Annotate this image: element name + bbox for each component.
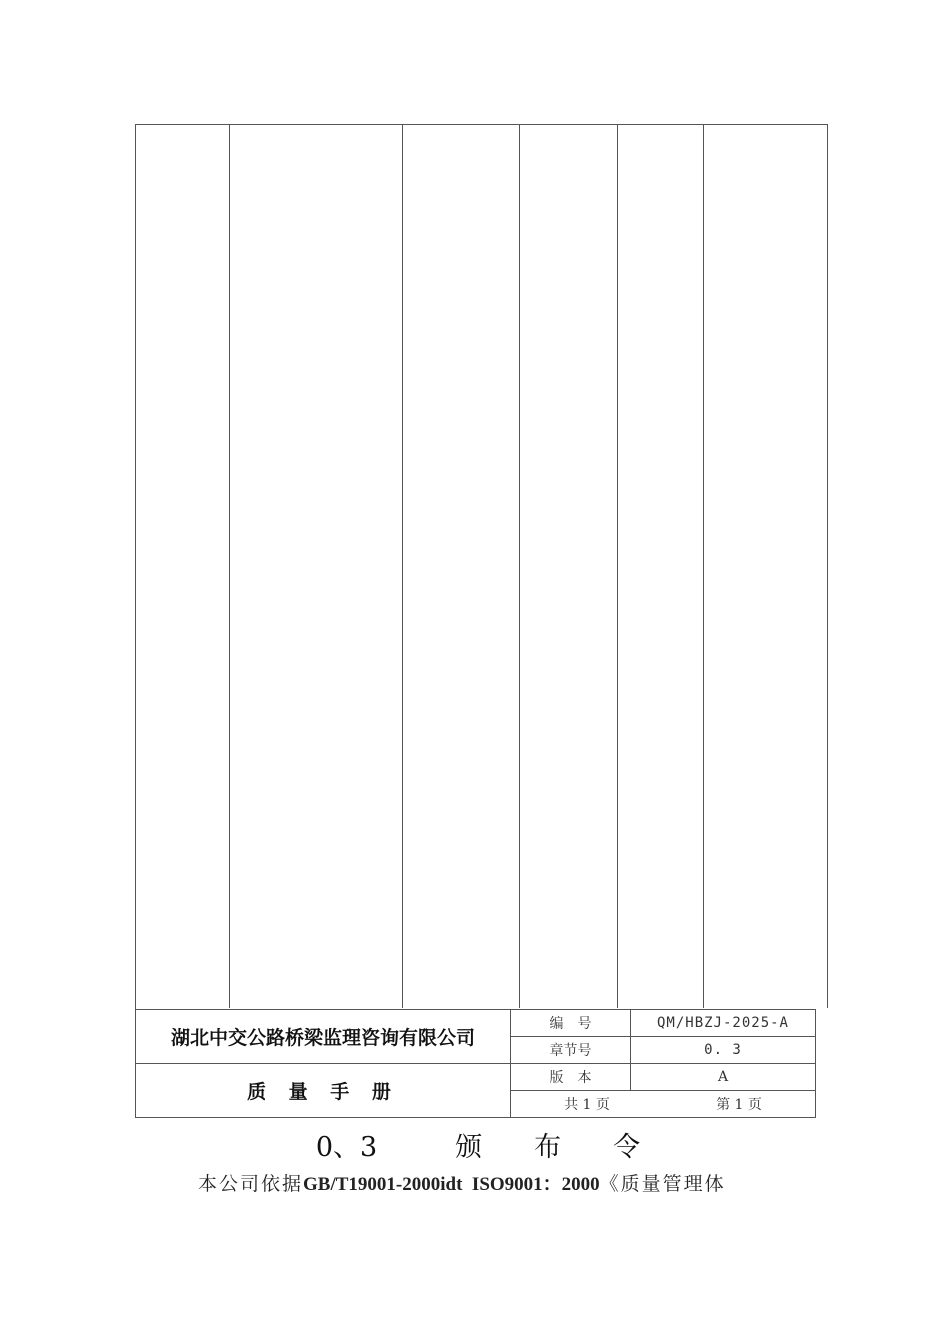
- standard-reference: GB/T19001-2000idt ISO9001：2000: [303, 1173, 600, 1195]
- doc-number-value: QM/HBZJ-2025-A: [656, 1015, 789, 1031]
- column-line: [229, 124, 230, 1008]
- upper-table-top-border: [135, 124, 828, 125]
- column-line: [519, 124, 520, 1008]
- column-line: [402, 124, 403, 1008]
- upper-table-right-border: [827, 124, 828, 1008]
- manual-title: 质 量 手 册: [247, 1081, 399, 1103]
- total-pages: 共 1 页: [564, 1097, 610, 1113]
- body-prefix: 本公司依据: [198, 1172, 304, 1195]
- heading-char: 布: [534, 1131, 562, 1163]
- section-number: 0、3: [315, 1131, 378, 1163]
- column-line: [703, 124, 704, 1008]
- header-bottom-border: [135, 1117, 816, 1118]
- column-line: [617, 124, 618, 1008]
- doc-number-label: 编 号: [549, 1016, 592, 1032]
- left-border: [135, 124, 136, 1117]
- chapter-label: 章节号: [549, 1043, 592, 1059]
- version-label: 版 本: [549, 1070, 592, 1086]
- chapter-value: 0. 3: [704, 1042, 742, 1058]
- company-name: 湖北中交公路桥梁监理咨询有限公司: [170, 1027, 475, 1049]
- page-number: 第 1 页: [716, 1097, 762, 1113]
- body-paragraph: [198, 1166, 726, 1198]
- header-right-border: [815, 1009, 816, 1117]
- heading-char: 颁: [455, 1131, 483, 1163]
- heading-char: 令: [613, 1131, 641, 1163]
- version-value: A: [717, 1069, 729, 1085]
- body-suffix: 《质量管理体: [599, 1172, 726, 1195]
- section-heading: [136, 1124, 846, 1164]
